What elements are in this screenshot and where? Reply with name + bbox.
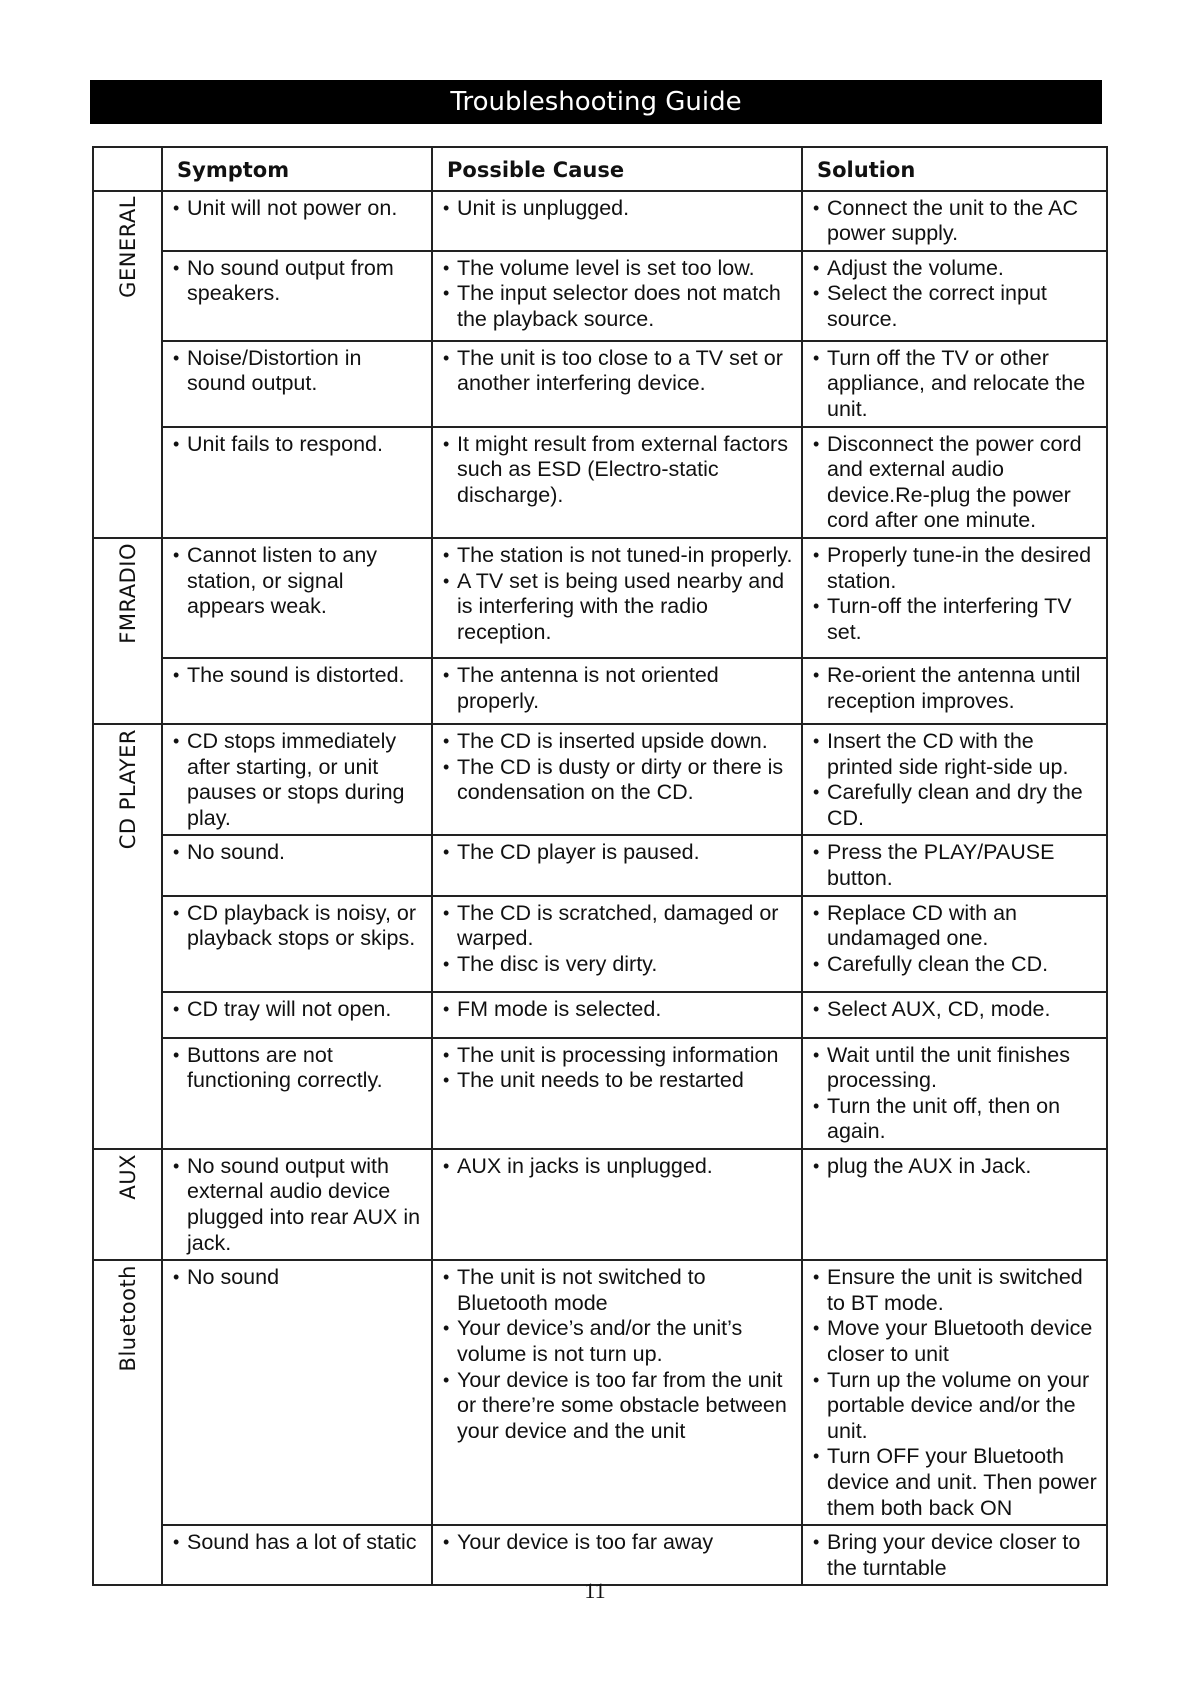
solution-list [811,196,1100,247]
cause-cell [432,658,802,724]
cause-list [441,346,795,397]
symptom-list [171,1530,425,1556]
cause-item: • The unit is too close to a TV set or another interfering device. [441,346,795,397]
cause-item: • The CD player is paused. [441,840,795,866]
cause-list [441,196,795,222]
cause-cell [432,341,802,427]
cause-cell [432,1038,802,1149]
cause-item: • The unit needs to be restarted [441,1068,795,1094]
symptom-list [171,729,425,831]
symptom-cell [162,724,432,835]
solution-item: • Turn OFF your Bluetooth device and unit. Then power them both back ON [811,1444,1100,1521]
symptom-item: • Unit fails to respond. [171,432,425,458]
table-row [93,191,1107,251]
cause-list [441,901,795,978]
symptom-cell [162,992,432,1038]
section-bluetooth [93,1260,162,1585]
section-label: AUX [115,1153,140,1200]
section-label: GENERAL [115,195,140,298]
solution-item: • Press the PLAY/PAUSE button. [811,840,1100,891]
section-label: Bluetooth [115,1265,140,1372]
solution-list [811,997,1100,1023]
table-row [93,427,1107,538]
corner-cell [93,147,162,191]
table-row [93,538,1107,658]
cause-cell [432,992,802,1038]
cause-cell [432,724,802,835]
section-aux [93,1149,162,1260]
solution-item: • Turn-off the interfering TV set. [811,594,1100,645]
table-body [93,191,1107,1586]
symptom-list [171,196,425,222]
symptom-list [171,840,425,866]
solution-cell [802,835,1107,895]
cause-cell [432,538,802,658]
symptom-cell [162,1038,432,1149]
solution-item: • Insert the CD with the printed side right-side up. [811,729,1100,780]
solution-cell [802,724,1107,835]
table-row [93,1038,1107,1149]
cause-item: • It might result from external factors such as ESD (Electro-static discharge). [441,432,795,509]
cause-cell [432,1149,802,1260]
solution-item: • Replace CD with an undamaged one. [811,901,1100,952]
symptom-item: • No sound [171,1265,425,1291]
header-row [93,147,1107,191]
solution-list [811,543,1100,645]
header-solution: Solution [802,147,1107,191]
solution-list [811,663,1100,714]
solution-list [811,256,1100,333]
symptom-item: • Cannot listen to any station, or signal appears weak. [171,543,425,620]
cause-list [441,840,795,866]
solution-cell [802,1038,1107,1149]
cause-item: • Your device is too far from the unit or there’re some obstacle between your device and the unit [441,1368,795,1445]
cause-item: • The volume level is set too low. [441,256,795,282]
cause-cell [432,896,802,992]
cause-cell [432,427,802,538]
solution-cell [802,896,1107,992]
solution-list [811,1265,1100,1521]
symptom-list [171,432,425,458]
cause-item: • The CD is dusty or dirty or there is condensation on the CD. [441,755,795,806]
solution-list [811,346,1100,423]
cause-item: • The CD is inserted upside down. [441,729,795,755]
solution-item: • Ensure the unit is switched to BT mode. [811,1265,1100,1316]
solution-list [811,1530,1100,1581]
cause-cell [432,191,802,251]
solution-list [811,901,1100,978]
troubleshooting-table [92,146,1108,1586]
section-general [93,191,162,538]
solution-item: • Adjust the volume. [811,256,1100,282]
solution-item: • Carefully clean and dry the CD. [811,780,1100,831]
cause-cell [432,1260,802,1525]
symptom-list [171,1043,425,1094]
solution-cell [802,341,1107,427]
symptom-cell [162,1149,432,1260]
cause-item: • The unit is not switched to Bluetooth mode [441,1265,795,1316]
solution-list [811,729,1100,831]
solution-item: • Disconnect the power cord and external audio device.Re-plug the power cord after one minute. [811,432,1100,534]
symptom-list [171,256,425,307]
symptom-item: • No sound output with external audio device plugged into rear AUX in jack. [171,1154,425,1256]
solution-item: • Move your Bluetooth device closer to unit [811,1316,1100,1367]
cause-cell [432,835,802,895]
symptom-cell [162,896,432,992]
cause-list [441,997,795,1023]
cause-item: • FM mode is selected. [441,997,795,1023]
symptom-cell [162,1525,432,1585]
symptom-cell [162,251,432,341]
table-row [93,992,1107,1038]
solution-item: • Properly tune-in the desired station. [811,543,1100,594]
section-fmradio [93,538,162,724]
symptom-item: • No sound. [171,840,425,866]
solution-item: • Bring your device closer to the turntable [811,1530,1100,1581]
solution-cell [802,1525,1107,1585]
solution-item: • Connect the unit to the AC power supply. [811,196,1100,247]
section-cd-player [93,724,162,1149]
symptom-cell [162,1260,432,1525]
solution-list [811,1154,1100,1180]
solution-item: • Select AUX, CD, mode. [811,997,1100,1023]
symptom-list [171,346,425,397]
solution-cell [802,1260,1107,1525]
symptom-cell [162,835,432,895]
solution-cell [802,427,1107,538]
cause-item: • The unit is processing information [441,1043,795,1069]
symptom-item: • CD stops immediately after starting, or unit pauses or stops during play. [171,729,425,831]
symptom-cell [162,538,432,658]
header-possible-cause: Possible Cause [432,147,802,191]
symptom-cell [162,427,432,538]
table-row [93,1260,1107,1525]
cause-cell [432,251,802,341]
section-label: CD PLAYER [115,728,140,850]
cause-item: • The antenna is not oriented properly. [441,663,795,714]
cause-list [441,543,795,645]
solution-item: • Turn up the volume on your portable device and/or the unit. [811,1368,1100,1445]
table-row [93,1149,1107,1260]
solution-list [811,840,1100,891]
cause-item: • A TV set is being used nearby and is interfering with the radio reception. [441,569,795,646]
symptom-list [171,1154,425,1256]
table-row [93,251,1107,341]
header-symptom: Symptom [162,147,432,191]
table-row [93,1525,1107,1585]
symptom-item: • The sound is distorted. [171,663,425,689]
page-number: 11 [584,1578,606,1603]
solution-list [811,432,1100,534]
symptom-item: • Unit will not power on. [171,196,425,222]
symptom-list [171,663,425,689]
symptom-item: • Sound has a lot of static [171,1530,425,1556]
symptom-cell [162,658,432,724]
cause-list [441,663,795,714]
solution-item: • Select the correct input source. [811,281,1100,332]
symptom-list [171,997,425,1023]
section-label: FMRADIO [115,542,140,644]
cause-item: • Your device is too far away [441,1530,795,1556]
cause-item: • The input selector does not match the playback source. [441,281,795,332]
symptom-cell [162,191,432,251]
cause-item: • The station is not tuned-in properly. [441,543,795,569]
cause-item: • Your device’s and/or the unit’s volume is not turn up. [441,1316,795,1367]
table-row [93,341,1107,427]
cause-list [441,256,795,333]
symptom-list [171,901,425,952]
solution-list [811,1043,1100,1145]
solution-cell [802,191,1107,251]
table-row [93,658,1107,724]
cause-list [441,1265,795,1444]
solution-cell [802,658,1107,724]
cause-item: • The CD is scratched, damaged or warped. [441,901,795,952]
symptom-item: • CD tray will not open. [171,997,425,1023]
solution-cell [802,1149,1107,1260]
solution-item: • Re-orient the antenna until reception improves. [811,663,1100,714]
solution-cell [802,251,1107,341]
cause-list [441,1154,795,1180]
cause-item: • AUX in jacks is unplugged. [441,1154,795,1180]
symptom-item: • No sound output from speakers. [171,256,425,307]
solution-item: • Turn off the TV or other appliance, and relocate the unit. [811,346,1100,423]
cause-cell [432,1525,802,1585]
table-row [93,724,1107,835]
solution-cell [802,992,1107,1038]
cause-list [441,432,795,509]
symptom-item: • CD playback is noisy, or playback stops or skips. [171,901,425,952]
symptom-item: • Buttons are not functioning correctly. [171,1043,425,1094]
cause-item: • The disc is very dirty. [441,952,795,978]
cause-list [441,1043,795,1094]
symptom-list [171,1265,425,1291]
cause-list [441,1530,795,1556]
page-title: Troubleshooting Guide [90,80,1102,124]
cause-list [441,729,795,806]
table-row [93,896,1107,992]
cause-item: • Unit is unplugged. [441,196,795,222]
solution-cell [802,538,1107,658]
symptom-item: • Noise/Distortion in sound output. [171,346,425,397]
table-row [93,835,1107,895]
symptom-list [171,543,425,620]
solution-item: • Wait until the unit finishes processing. [811,1043,1100,1094]
symptom-cell [162,341,432,427]
solution-item: • Carefully clean the CD. [811,952,1100,978]
solution-item: • plug the AUX in Jack. [811,1154,1100,1180]
solution-item: • Turn the unit off, then on again. [811,1094,1100,1145]
